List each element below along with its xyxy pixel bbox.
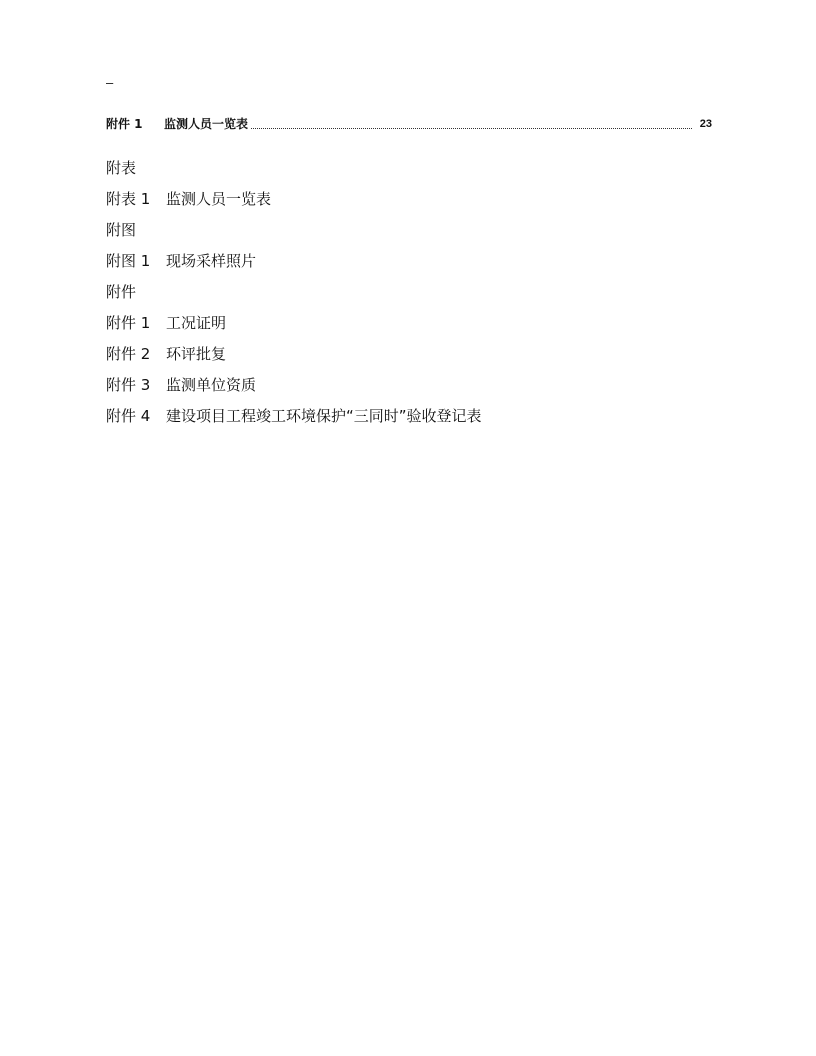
list-item-attachment-1 xyxy=(106,307,726,338)
list-item-attached-tables xyxy=(106,152,726,183)
item-title: 监测单位资质 xyxy=(166,375,257,394)
list-item-attached-table-1 xyxy=(106,183,726,214)
item-label: 附件 xyxy=(106,282,137,301)
list-item-attachments xyxy=(106,276,726,307)
toc-entry-label: 附件 1 xyxy=(106,117,143,131)
list-item-attachment-3 xyxy=(106,369,726,400)
item-label: 附表 1 xyxy=(106,189,151,208)
item-label: 附图 xyxy=(106,220,137,239)
list-item-attached-figures xyxy=(106,214,726,245)
toc-dot-leader xyxy=(251,128,692,129)
item-title: 监测人员一览表 xyxy=(166,189,272,208)
dash-mark: – xyxy=(106,75,114,90)
list-item-attached-figure-1 xyxy=(106,245,726,276)
item-label: 附件 1 xyxy=(106,313,151,332)
item-title: 环评批复 xyxy=(166,344,227,363)
item-label: 附件 3 xyxy=(106,375,151,394)
item-label: 附件 4 xyxy=(106,406,151,425)
list-item-attachment-2 xyxy=(106,338,726,369)
toc-entry-page-number: 23 xyxy=(699,118,712,130)
item-title: 现场采样照片 xyxy=(166,251,257,270)
item-label: 附表 xyxy=(106,158,137,177)
toc-entry-title: 监测人员一览表 xyxy=(164,117,249,131)
appendix-list xyxy=(106,152,726,431)
toc-entry[interactable] xyxy=(106,114,712,132)
item-title: 建设项目工程竣工环境保护“三同时”验收登记表 xyxy=(166,406,482,425)
list-item-attachment-4 xyxy=(106,400,726,431)
item-label: 附图 1 xyxy=(106,251,151,270)
item-label: 附件 2 xyxy=(106,344,151,363)
item-title: 工况证明 xyxy=(166,313,227,332)
